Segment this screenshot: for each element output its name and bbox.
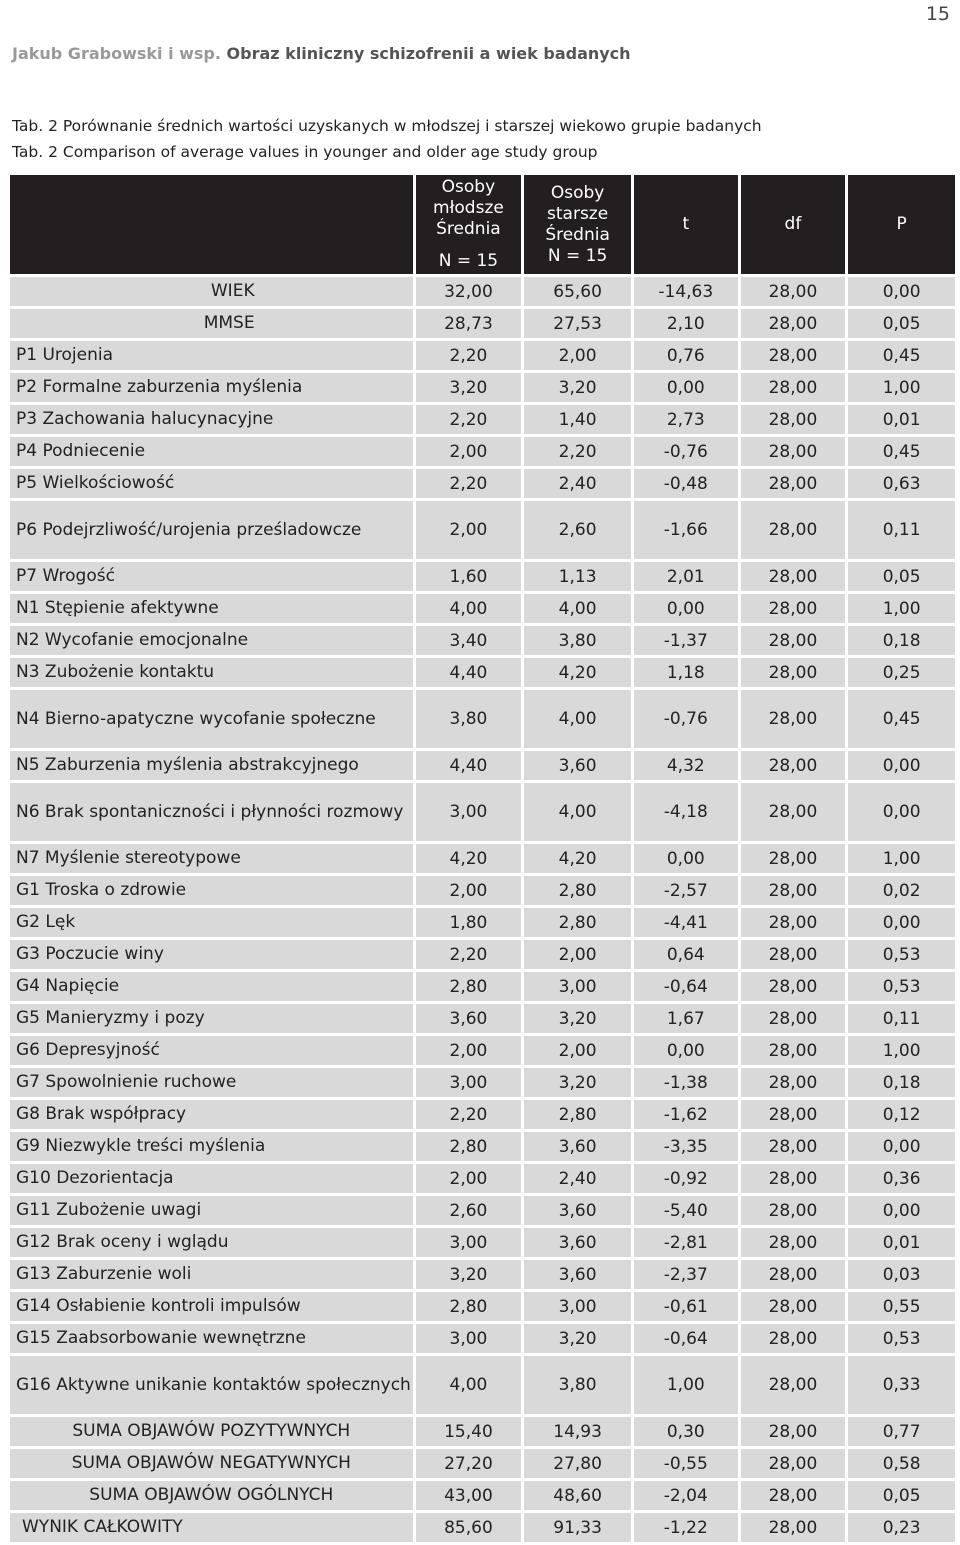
cell-t: 2,73 <box>634 405 738 434</box>
running-header-authors: Jakub Grabowski i wsp. <box>12 44 221 63</box>
cell-p: 0,00 <box>848 1132 955 1161</box>
cell-p: 0,01 <box>848 405 955 434</box>
cell-younger-mean: 15,40 <box>416 1417 522 1446</box>
cell-df: 28,00 <box>741 1356 846 1414</box>
row-label: P2 Formalne zaburzenia myślenia <box>10 373 413 402</box>
row-label: N6 Brak spontaniczności i płynności rozmowy <box>10 783 413 841</box>
cell-p: 0,53 <box>848 940 955 969</box>
cell-df: 28,00 <box>741 972 846 1001</box>
cell-younger-mean: 85,60 <box>416 1513 522 1542</box>
table-row <box>10 405 955 434</box>
cell-younger-mean: 3,00 <box>416 1068 522 1097</box>
cell-younger-mean: 2,80 <box>416 972 522 1001</box>
cell-df: 28,00 <box>741 876 846 905</box>
cell-p: 0,00 <box>848 1196 955 1225</box>
cell-p: 1,00 <box>848 373 955 402</box>
cell-df: 28,00 <box>741 1164 846 1193</box>
cell-older-mean: 2,80 <box>524 908 631 937</box>
cell-df: 28,00 <box>741 1004 846 1033</box>
cell-younger-mean: 2,20 <box>416 469 522 498</box>
cell-p: 1,00 <box>848 1036 955 1065</box>
cell-p: 0,45 <box>848 690 955 748</box>
cell-t: -0,76 <box>634 690 738 748</box>
cell-older-mean: 4,20 <box>524 658 631 687</box>
cell-t: 2,10 <box>634 309 738 338</box>
cell-p: 0,53 <box>848 1324 955 1353</box>
row-label: G8 Brak współpracy <box>10 1100 413 1129</box>
cell-younger-mean: 2,20 <box>416 405 522 434</box>
cell-df: 28,00 <box>741 501 846 559</box>
cell-younger-mean: 3,00 <box>416 1228 522 1257</box>
header-older-group: Osoby starsze Średnia N = 15 <box>524 175 631 274</box>
cell-df: 28,00 <box>741 405 846 434</box>
cell-younger-mean: 2,20 <box>416 1100 522 1129</box>
table-row <box>10 908 955 937</box>
cell-t: 0,00 <box>634 373 738 402</box>
row-label: MMSE <box>10 309 413 338</box>
comparison-table <box>7 172 958 1545</box>
cell-younger-mean: 27,20 <box>416 1449 522 1478</box>
cell-df: 28,00 <box>741 844 846 873</box>
cell-younger-mean: 4,40 <box>416 658 522 687</box>
cell-younger-mean: 2,00 <box>416 1164 522 1193</box>
row-label: G14 Osłabienie kontroli impulsów <box>10 1292 413 1321</box>
cell-df: 28,00 <box>741 1417 846 1446</box>
header-p: P <box>848 175 955 274</box>
table-row <box>10 751 955 780</box>
cell-p: 0,03 <box>848 1260 955 1289</box>
header-df: df <box>741 175 846 274</box>
table-row <box>10 1481 955 1510</box>
cell-t: -4,18 <box>634 783 738 841</box>
cell-older-mean: 2,00 <box>524 341 631 370</box>
table-row <box>10 1004 955 1033</box>
cell-p: 0,36 <box>848 1164 955 1193</box>
cell-t: -0,92 <box>634 1164 738 1193</box>
cell-younger-mean: 2,20 <box>416 341 522 370</box>
table-row <box>10 277 955 306</box>
cell-t: -1,38 <box>634 1068 738 1097</box>
row-label: N3 Zubożenie kontaktu <box>10 658 413 687</box>
cell-older-mean: 2,40 <box>524 469 631 498</box>
cell-younger-mean: 3,20 <box>416 373 522 402</box>
table-row <box>10 1449 955 1478</box>
cell-t: -1,22 <box>634 1513 738 1542</box>
row-label: P7 Wrogość <box>10 562 413 591</box>
row-label: G2 Lęk <box>10 908 413 937</box>
row-label: G9 Niezwykle treści myślenia <box>10 1132 413 1161</box>
cell-df: 28,00 <box>741 626 846 655</box>
cell-older-mean: 3,00 <box>524 972 631 1001</box>
cell-t: 4,32 <box>634 751 738 780</box>
row-label: N5 Zaburzenia myślenia abstrakcyjnego <box>10 751 413 780</box>
table-row <box>10 972 955 1001</box>
cell-older-mean: 3,20 <box>524 373 631 402</box>
cell-t: 1,00 <box>634 1356 738 1414</box>
table-row <box>10 562 955 591</box>
cell-t: 0,64 <box>634 940 738 969</box>
table-row <box>10 1164 955 1193</box>
cell-t: 1,67 <box>634 1004 738 1033</box>
cell-younger-mean: 4,20 <box>416 844 522 873</box>
cell-p: 0,11 <box>848 501 955 559</box>
cell-younger-mean: 32,00 <box>416 277 522 306</box>
cell-older-mean: 2,20 <box>524 437 631 466</box>
cell-t: 0,00 <box>634 844 738 873</box>
table-row <box>10 876 955 905</box>
row-label: SUMA OBJAWÓW NEGATYWNYCH <box>10 1449 413 1478</box>
cell-younger-mean: 4,00 <box>416 594 522 623</box>
cell-older-mean: 1,13 <box>524 562 631 591</box>
row-label: P6 Podejrzliwość/urojenia prześladowcze <box>10 501 413 559</box>
cell-younger-mean: 1,80 <box>416 908 522 937</box>
cell-older-mean: 3,60 <box>524 751 631 780</box>
row-label: G1 Troska o zdrowie <box>10 876 413 905</box>
cell-p: 0,00 <box>848 783 955 841</box>
table-caption-english: Tab. 2 Comparison of average values in younger and older age study group <box>12 143 598 161</box>
cell-t: -0,64 <box>634 972 738 1001</box>
cell-p: 0,45 <box>848 341 955 370</box>
cell-t: -4,41 <box>634 908 738 937</box>
table-row <box>10 690 955 748</box>
cell-df: 28,00 <box>741 1132 846 1161</box>
cell-t: -2,04 <box>634 1481 738 1510</box>
cell-younger-mean: 3,80 <box>416 690 522 748</box>
table-row <box>10 437 955 466</box>
cell-t: -3,35 <box>634 1132 738 1161</box>
cell-p: 0,05 <box>848 309 955 338</box>
table-row <box>10 309 955 338</box>
cell-older-mean: 4,00 <box>524 783 631 841</box>
cell-df: 28,00 <box>741 1068 846 1097</box>
cell-older-mean: 4,20 <box>524 844 631 873</box>
row-label: G7 Spowolnienie ruchowe <box>10 1068 413 1097</box>
cell-older-mean: 2,00 <box>524 940 631 969</box>
cell-older-mean: 3,20 <box>524 1068 631 1097</box>
cell-df: 28,00 <box>741 594 846 623</box>
cell-df: 28,00 <box>741 1481 846 1510</box>
cell-df: 28,00 <box>741 1228 846 1257</box>
table-body <box>10 277 955 1542</box>
cell-p: 0,11 <box>848 1004 955 1033</box>
row-label: P3 Zachowania halucynacyjne <box>10 405 413 434</box>
cell-t: 0,30 <box>634 1417 738 1446</box>
row-label: N2 Wycofanie emocjonalne <box>10 626 413 655</box>
table-row <box>10 1068 955 1097</box>
cell-t: -5,40 <box>634 1196 738 1225</box>
cell-df: 28,00 <box>741 437 846 466</box>
cell-older-mean: 2,80 <box>524 876 631 905</box>
table-row <box>10 1356 955 1414</box>
cell-p: 0,23 <box>848 1513 955 1542</box>
cell-t: -1,37 <box>634 626 738 655</box>
cell-younger-mean: 3,00 <box>416 783 522 841</box>
running-header <box>12 44 631 63</box>
cell-older-mean: 27,53 <box>524 309 631 338</box>
cell-younger-mean: 2,20 <box>416 940 522 969</box>
cell-df: 28,00 <box>741 373 846 402</box>
table-header-row <box>10 175 955 274</box>
cell-younger-mean: 3,20 <box>416 1260 522 1289</box>
cell-t: 0,00 <box>634 1036 738 1065</box>
cell-older-mean: 1,40 <box>524 405 631 434</box>
cell-df: 28,00 <box>741 277 846 306</box>
cell-t: -1,62 <box>634 1100 738 1129</box>
row-label: SUMA OBJAWÓW POZYTYWNYCH <box>10 1417 413 1446</box>
cell-younger-mean: 3,40 <box>416 626 522 655</box>
cell-df: 28,00 <box>741 1449 846 1478</box>
cell-older-mean: 65,60 <box>524 277 631 306</box>
row-label: WIEK <box>10 277 413 306</box>
cell-older-mean: 3,80 <box>524 626 631 655</box>
cell-t: -2,37 <box>634 1260 738 1289</box>
cell-younger-mean: 2,00 <box>416 501 522 559</box>
cell-older-mean: 3,60 <box>524 1228 631 1257</box>
cell-older-mean: 48,60 <box>524 1481 631 1510</box>
cell-t: -0,55 <box>634 1449 738 1478</box>
cell-df: 28,00 <box>741 1292 846 1321</box>
cell-older-mean: 3,60 <box>524 1196 631 1225</box>
cell-t: -2,57 <box>634 876 738 905</box>
cell-older-mean: 3,60 <box>524 1260 631 1289</box>
cell-older-mean: 4,00 <box>524 690 631 748</box>
table-row <box>10 594 955 623</box>
cell-older-mean: 3,20 <box>524 1324 631 1353</box>
cell-younger-mean: 43,00 <box>416 1481 522 1510</box>
table-row <box>10 1196 955 1225</box>
header-t: t <box>634 175 738 274</box>
cell-p: 0,05 <box>848 1481 955 1510</box>
cell-df: 28,00 <box>741 1100 846 1129</box>
row-label: SUMA OBJAWÓW OGÓLNYCH <box>10 1481 413 1510</box>
cell-df: 28,00 <box>741 783 846 841</box>
cell-t: -2,81 <box>634 1228 738 1257</box>
running-header-title: Obraz kliniczny schizofrenii a wiek badanych <box>226 44 631 63</box>
cell-t: -1,66 <box>634 501 738 559</box>
row-label: P1 Urojenia <box>10 341 413 370</box>
row-label: G13 Zaburzenie woli <box>10 1260 413 1289</box>
cell-t: -0,64 <box>634 1324 738 1353</box>
cell-older-mean: 91,33 <box>524 1513 631 1542</box>
table-row <box>10 1260 955 1289</box>
table-row <box>10 1036 955 1065</box>
cell-older-mean: 2,60 <box>524 501 631 559</box>
cell-p: 0,58 <box>848 1449 955 1478</box>
row-label: N1 Stępienie afektywne <box>10 594 413 623</box>
cell-p: 0,05 <box>848 562 955 591</box>
cell-df: 28,00 <box>741 469 846 498</box>
cell-t: 1,18 <box>634 658 738 687</box>
cell-df: 28,00 <box>741 1196 846 1225</box>
table-row <box>10 373 955 402</box>
cell-younger-mean: 2,00 <box>416 437 522 466</box>
cell-p: 0,63 <box>848 469 955 498</box>
cell-t: -0,76 <box>634 437 738 466</box>
row-label: G6 Depresyjność <box>10 1036 413 1065</box>
cell-younger-mean: 2,00 <box>416 1036 522 1065</box>
cell-p: 0,53 <box>848 972 955 1001</box>
cell-df: 28,00 <box>741 690 846 748</box>
table-row <box>10 1513 955 1542</box>
table-row <box>10 1228 955 1257</box>
cell-younger-mean: 4,40 <box>416 751 522 780</box>
cell-p: 0,25 <box>848 658 955 687</box>
cell-p: 0,77 <box>848 1417 955 1446</box>
row-label: G11 Zubożenie uwagi <box>10 1196 413 1225</box>
row-label: N7 Myślenie stereotypowe <box>10 844 413 873</box>
cell-df: 28,00 <box>741 908 846 937</box>
table-row <box>10 783 955 841</box>
cell-df: 28,00 <box>741 940 846 969</box>
cell-p: 0,55 <box>848 1292 955 1321</box>
cell-df: 28,00 <box>741 1324 846 1353</box>
cell-older-mean: 27,80 <box>524 1449 631 1478</box>
cell-p: 0,33 <box>848 1356 955 1414</box>
row-label: G10 Dezorientacja <box>10 1164 413 1193</box>
row-label: WYNIK CAŁKOWITY <box>10 1513 413 1542</box>
cell-p: 0,18 <box>848 626 955 655</box>
cell-df: 28,00 <box>741 309 846 338</box>
cell-younger-mean: 2,80 <box>416 1132 522 1161</box>
cell-older-mean: 3,00 <box>524 1292 631 1321</box>
row-label: G15 Zaabsorbowanie wewnętrzne <box>10 1324 413 1353</box>
cell-p: 0,01 <box>848 1228 955 1257</box>
row-label: N4 Bierno-apatyczne wycofanie społeczne <box>10 690 413 748</box>
table-row <box>10 469 955 498</box>
row-label: G12 Brak oceny i wglądu <box>10 1228 413 1257</box>
cell-p: 1,00 <box>848 594 955 623</box>
cell-p: 1,00 <box>848 844 955 873</box>
row-label: G16 Aktywne unikanie kontaktów społecznych <box>10 1356 413 1414</box>
cell-older-mean: 2,40 <box>524 1164 631 1193</box>
page-number: 15 <box>925 3 950 25</box>
table-row <box>10 341 955 370</box>
cell-younger-mean: 4,00 <box>416 1356 522 1414</box>
cell-p: 0,45 <box>848 437 955 466</box>
cell-older-mean: 4,00 <box>524 594 631 623</box>
row-label: G5 Manieryzmy i pozy <box>10 1004 413 1033</box>
cell-older-mean: 3,60 <box>524 1132 631 1161</box>
cell-older-mean: 2,80 <box>524 1100 631 1129</box>
cell-df: 28,00 <box>741 658 846 687</box>
cell-t: -0,48 <box>634 469 738 498</box>
cell-p: 0,00 <box>848 751 955 780</box>
cell-younger-mean: 2,60 <box>416 1196 522 1225</box>
table-row <box>10 1324 955 1353</box>
cell-younger-mean: 3,60 <box>416 1004 522 1033</box>
cell-younger-mean: 2,00 <box>416 876 522 905</box>
cell-t: 0,00 <box>634 594 738 623</box>
table-row <box>10 1292 955 1321</box>
cell-younger-mean: 28,73 <box>416 309 522 338</box>
cell-p: 0,12 <box>848 1100 955 1129</box>
cell-df: 28,00 <box>741 341 846 370</box>
header-younger-group: Osoby młodsze Średnia N = 15 <box>416 175 522 274</box>
cell-df: 28,00 <box>741 751 846 780</box>
cell-t: -0,61 <box>634 1292 738 1321</box>
cell-older-mean: 2,00 <box>524 1036 631 1065</box>
cell-younger-mean: 2,80 <box>416 1292 522 1321</box>
cell-p: 0,00 <box>848 908 955 937</box>
table-caption-polish: Tab. 2 Porównanie średnich wartości uzyskanych w młodszej i starszej wiekowo grupie badanych <box>12 117 762 135</box>
table-row <box>10 1100 955 1129</box>
cell-df: 28,00 <box>741 1260 846 1289</box>
row-label: G3 Poczucie winy <box>10 940 413 969</box>
row-label: G4 Napięcie <box>10 972 413 1001</box>
cell-t: 2,01 <box>634 562 738 591</box>
cell-t: -14,63 <box>634 277 738 306</box>
table-row <box>10 501 955 559</box>
cell-older-mean: 3,80 <box>524 1356 631 1414</box>
cell-df: 28,00 <box>741 1513 846 1542</box>
cell-older-mean: 14,93 <box>524 1417 631 1446</box>
table-row <box>10 1132 955 1161</box>
cell-younger-mean: 3,00 <box>416 1324 522 1353</box>
table-row <box>10 940 955 969</box>
table-row <box>10 844 955 873</box>
table-row <box>10 658 955 687</box>
cell-older-mean: 3,20 <box>524 1004 631 1033</box>
cell-p: 0,18 <box>848 1068 955 1097</box>
cell-df: 28,00 <box>741 562 846 591</box>
cell-p: 0,02 <box>848 876 955 905</box>
cell-p: 0,00 <box>848 277 955 306</box>
cell-df: 28,00 <box>741 1036 846 1065</box>
row-label: P5 Wielkościowość <box>10 469 413 498</box>
table-row <box>10 626 955 655</box>
cell-younger-mean: 1,60 <box>416 562 522 591</box>
row-label: P4 Podniecenie <box>10 437 413 466</box>
header-empty-cell <box>10 175 413 274</box>
cell-t: 0,76 <box>634 341 738 370</box>
table-row <box>10 1417 955 1446</box>
